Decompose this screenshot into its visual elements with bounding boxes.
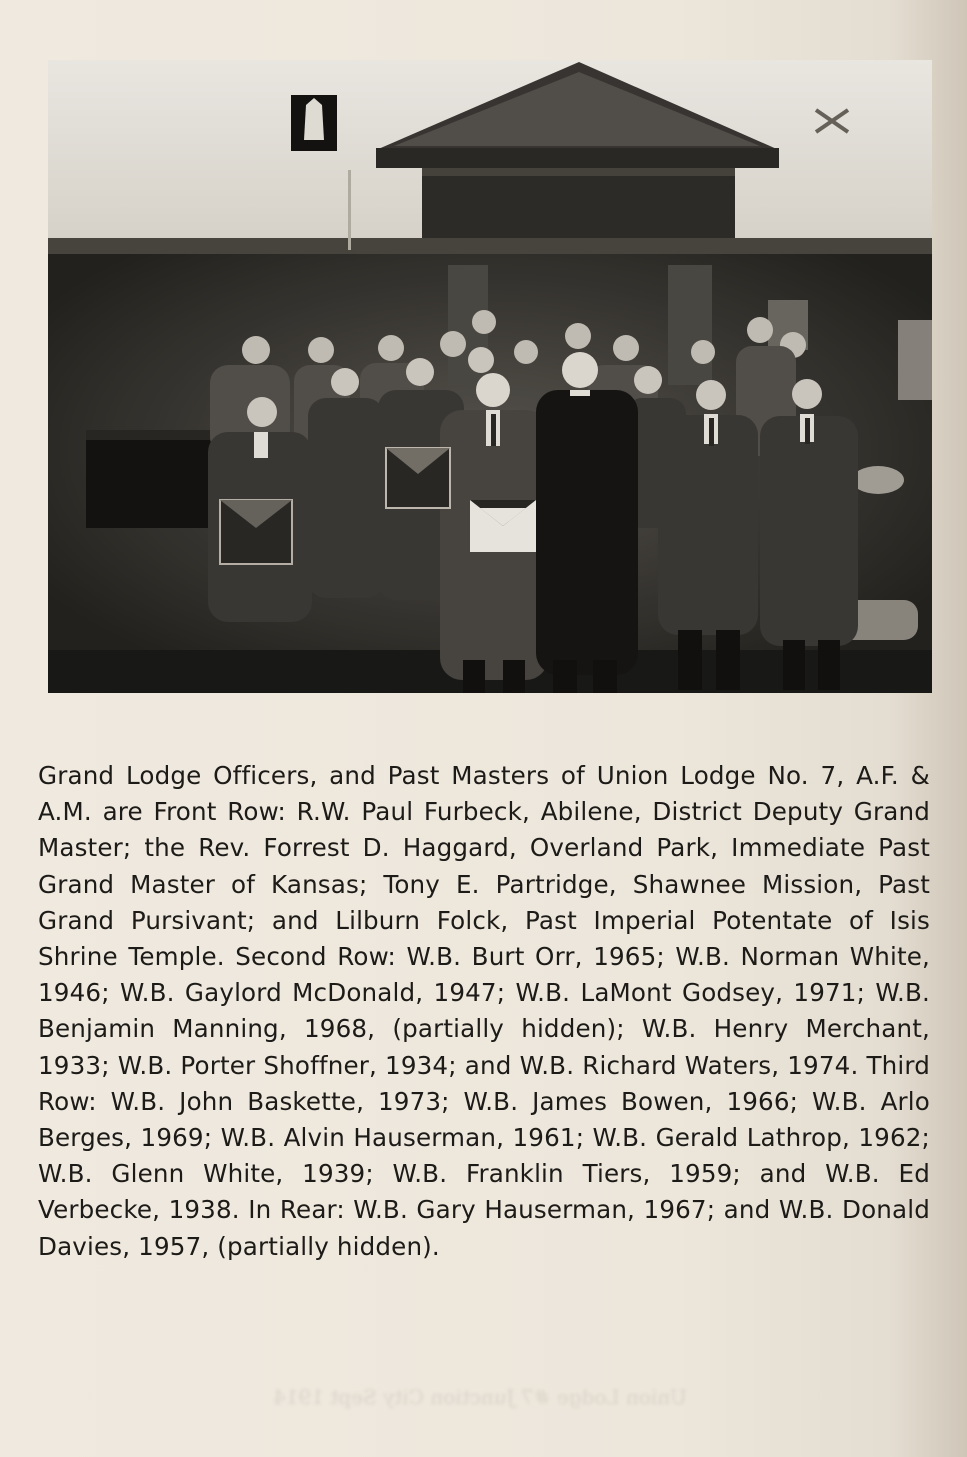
group-photograph <box>48 60 932 693</box>
bleed-through-text: Union Lodge #7 Junction City Sept 1914 <box>272 1385 688 1409</box>
group-photograph-image <box>48 60 932 693</box>
photo-caption: Grand Lodge Officers, and Past Masters of Union Lodge No. 7, A.F. & A.M. are Front Row: R.W. Paul Furbeck, Abilene, District Deputy Grand Master; the Rev. Forrest D. Haggard, Overland Park, Immediate Past Grand Master of Kansas; Tony E. Partridge, Shawnee Mission, Past Grand Pursivant; and Lilburn Folck, Past Imperial Potentate of Isis Shrine Temple. Second Row: W.B. Burt Orr, 1965; W.B. Norman White, 1946; W.B. Gaylord McDonald, 1947; W.B. LaMont Godsey, 1971; W.B. Benjamin Manning, 1968, (partially hidden); W.B. Henry Merchant, 1933; W.B. Porter Shoffner, 1934; and W.B. Richard Waters, 1974. Third Row: W.B. John Baskette, 1973; W.B. James Bowen, 1966; W.B. Arlo Berges, 1969; W.B. Alvin Hauserman, 1961; W.B. Gerald Lathrop, 1962; W.B. Glenn White, 1939; W.B. Franklin Tiers, 1959; and W.B. Ed Verbecke, 1938. In Rear: W.B. Gary Hauserman, 1967; and W.B. Donald Davies, 1957, (partially hidden). <box>38 761 930 1261</box>
